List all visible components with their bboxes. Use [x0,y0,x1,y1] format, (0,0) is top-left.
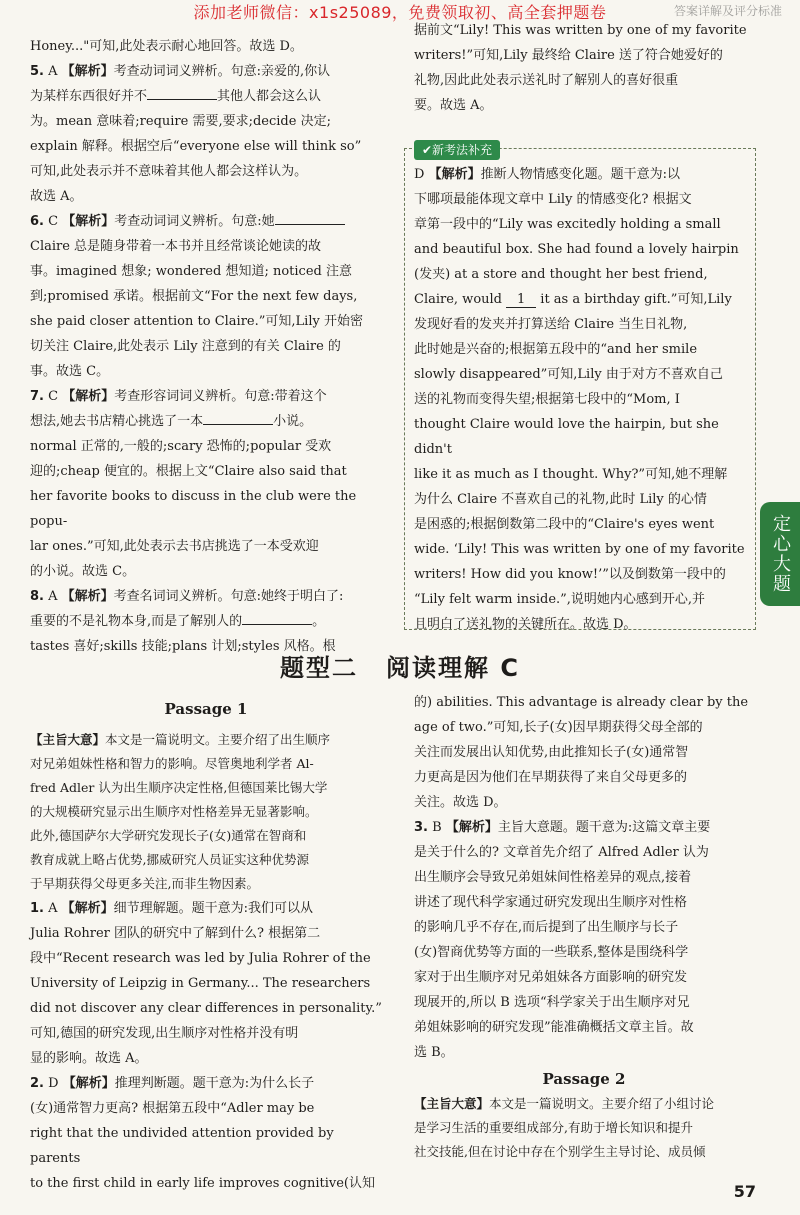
text-line: 重要的不是礼物本身,而是了解别人的 。 [30,609,382,634]
continued-text: Honey..."可知,此处表示耐心地回答。故选 D。 [30,39,303,54]
text-line: 讲述了现代科学家通过研究发现出生顺序对性格 [414,895,688,910]
fill-blank [203,410,273,425]
fill-blank [242,610,312,625]
section-heading [0,648,800,683]
summary-line: 的大规模研究显示出生顺序对性格差异无显著影响。 [30,804,318,819]
passage-1-column [30,728,382,1196]
question-number: 8. [30,589,44,604]
fill-blank [275,210,345,225]
text-line: 考查动词词义辨析。句意:亲爱的,你认 [113,64,331,79]
text-line: 关注。故选 D。 [414,795,507,810]
analysis-tag: 【解析】 [445,820,498,835]
text-line: 出生顺序会导致兄弟姐妹间性格差异的观点,接着 [414,870,692,885]
summary-tag: 【主旨大意】 [30,732,106,747]
text-line: lar ones.”可知,此处表示去书店挑选了一本受欢迎 [30,539,319,554]
text-line: 推断人物情感变化题。题干意为:以 [480,167,680,182]
question-1 [30,896,382,921]
text-line: 考查形容词词义辨析。句意:带着这个 [114,389,327,404]
answer-letter: B [432,820,442,835]
text-line: 是关于什么的? 文章首先介绍了 Alfred Adler 认为 [414,845,709,860]
text-line: did not discover any clear differences in personality.” [30,1001,382,1016]
answer-letter: A [48,901,58,916]
passage-2-summary [414,1092,754,1164]
text-line: 故选 A。 [30,189,83,204]
summary-line: 【主旨大意】本文是一篇说明文。主要介绍了小组讨论 [414,1096,715,1111]
text-line: 可知,此处表示并不意味着其他人都会这样认为。 [30,164,308,179]
summary-line: 对兄弟姐妹性格和智力的影响。尽管奥地利学者 Al- [30,756,314,771]
summary-line: 此外,德国萨尔大学研究发现长子(女)通常在智商和 [30,828,307,843]
question-2 [30,1071,382,1096]
text-line: right that the undivided attention provided by parents [30,1126,334,1166]
fill-blank-1: 1 [506,293,536,308]
question-7 [30,384,382,409]
fill-blank [147,85,217,100]
new-method-badge: ✔新考法补充 [414,140,500,160]
watermark-banner: 添加老师微信：x1s25089，免费领取初、高全套押题卷 [193,3,607,22]
text-line: 下哪项最能体现文章中 Lily 的情感变化? 根据文 [414,192,692,207]
text-line: her favorite books to discuss in the club were the popu- [30,489,357,529]
text-line: 力更高是因为他们在早期获得了来自父母更多的 [414,770,688,785]
text-line: 想法,她去书店精心挑选了一本 小说。 [30,409,382,434]
summary-line: fred Adler 认为出生顺序决定性格,但德国莱比锡大学 [30,780,328,795]
text-line: 此时她是兴奋的;根据第五段中的“and her smile [414,342,698,357]
question-number: 7. [30,389,44,404]
text-line: age of two.”可知,长子(女)因早期获得父母全部的 [414,720,703,735]
analysis-tag: 【解析】 [61,64,114,79]
text-line: 为。mean 意味着;require 需要,要求;decide 决定; [30,114,331,129]
analysis-tag: 【解析】 [62,389,115,404]
text-line: 切关注 Claire,此处表示 Lily 注意到的有关 Claire 的 [30,339,341,354]
section-title: 阅读理解 C [386,654,520,682]
text-line: 主旨大意题。题干意为:这篇文章主要 [497,820,711,835]
text-line: “Lily felt warm inside.”,说明她内心感到开心,并 [414,592,706,607]
text-line: 弟姐妹影响的研究发现”能准确概括文章主旨。故 [414,1020,694,1035]
section-label: 题型二 [280,654,359,682]
text-line: normal 正常的,一般的;scary 恐怖的;popular 受欢 [30,439,332,454]
passage-1-title: Passage 1 [164,700,248,718]
text-line: thought Claire would love the hairpin, but she didn't [414,417,719,457]
summary-line: 【主旨大意】本文是一篇说明文。主要介绍了出生顺序 [30,732,331,747]
text-line: 的小说。故选 C。 [30,564,136,579]
text-line: 发现好看的发夹并打算送给 Claire 当生日礼物, [414,317,688,332]
text-line: 细节理解题。题干意为:我们可以从 [113,901,314,916]
summary-line: 社交技能,但在讨论中存在个别学生主导讨论、成员倾 [414,1144,706,1159]
supplement-first-line [414,162,754,187]
text-line: 显的影响。故选 A。 [30,1051,148,1066]
text-line: 到;promised 承诺。根据前文“For the next few days, [30,289,358,304]
text-line: 为什么 Claire 不喜欢自己的礼物,此时 Lily 的心情 [414,492,707,507]
analysis-tag: 【解析】 [61,589,114,604]
text-line: 推理判断题。题干意为:为什么长子 [114,1076,315,1091]
question-number: 3. [414,820,428,835]
text-line: she paid closer attention to Claire.”可知,Lily 开始密 [30,314,363,329]
analysis-tag: 【解析】 [62,1076,115,1091]
text-line: 迎的;cheap 便宜的。根据上文“Claire also said that [30,464,347,479]
text-line: 是困惑的;根据倒数第二段中的“Claire's eyes went [414,517,715,532]
question-6 [30,209,382,234]
answer-letter: D [48,1076,59,1091]
text-line: wide. ‘Lily! This was written by one of my favorite [414,542,745,557]
text-line: 的影响几乎不存在,而后提到了出生顺序与长子 [414,920,679,935]
text-line: Julia Rohrer 团队的研究中了解到什么? 根据第二 [30,926,321,941]
text-line: Claire, would 1 it as a birthday gift.”可知,Lily [414,292,732,307]
text-line: tastes 喜好;skills 技能;plans 计划;styles 风格。根 [30,639,336,654]
text-line: 要。故选 A。 [414,98,493,113]
analysis-tag: 【解析】 [62,214,115,229]
question-number: 2. [30,1076,44,1091]
section-side-tab: 定心大题 [760,502,800,606]
text-line: 事。故选 C。 [30,364,110,379]
text-line: 考查名词词义辨析。句意:她终于明白了: [113,589,344,604]
text-line: like it as much as I thought. Why?”可知,她不理解 [414,467,728,482]
text-line: (女)通常智力更高? 根据第五段中“Adler may be [30,1101,315,1116]
text-line: University of Leipzig in Germany... The researchers [30,976,371,991]
text-line: 且明白了送礼物的关键所在。故选 D。 [414,617,637,632]
text-line: (女)智商优势等方面的一些联系,整体是围绕科学 [414,945,689,960]
summary-line: 教育成就上略占优势,挪威研究人员证实这种优势源 [30,852,309,867]
question-8 [30,584,382,609]
page-number: 57 [733,1182,756,1201]
text-line: writers! How did you know!’”以及倒数第一段中的 [414,567,726,582]
text-line: 家对于出生顺序对兄弟姐妹各方面影响的研究发 [414,970,688,985]
analysis-tag: 【解析】 [428,167,481,182]
text-line: 的) abilities. This advantage is already clear by the [414,695,749,710]
text-line: and beautiful box. She had found a lovely hairpin [414,242,739,257]
question-number: 5. [30,64,44,79]
summary-line: 是学习生活的重要组成部分,有助于增长知识和提升 [414,1120,693,1135]
text-line: 关注而发展出认知优势,由此推知长子(女)通常智 [414,745,689,760]
text-line: 章第一段中的“Lily was excitedly holding a small [414,217,721,232]
summary-tag: 【主旨大意】 [414,1096,490,1111]
text-line: to the first child in early life improves cognitive(认知 [30,1176,375,1191]
text-line: 可知,德国的研究发现,出生顺序对性格并没有明 [30,1026,299,1041]
text-line: 段中“Recent research was led by Julia Rohrer of the [30,951,371,966]
answer-letter: A [48,64,58,79]
text-line: 现展开的,所以 B 选项“科学家关于出生顺序对兄 [414,995,690,1010]
question-number: 1. [30,901,44,916]
text-line: 礼物,因此此处表示送礼时了解别人的喜好很重 [414,73,679,88]
answer-column-bottom-right [414,690,754,1164]
text-line: 事。imagined 想象; wondered 想知道; noticed 注意 [30,264,352,279]
answer-letter: C [48,214,59,229]
answer-letter: D [414,167,425,182]
passage-1-summary [30,728,382,896]
running-header: 答案详解及评分标准 [673,4,782,18]
text-line: 为某样东西很好并不 其他人都会这么认 [30,84,382,109]
passage-2-title: Passage 2 [542,1070,626,1088]
answer-column-top-left [30,34,382,659]
text-line: (发夹) at a store and thought her best friend, [414,267,708,282]
supplement-text [414,162,754,637]
question-3 [414,815,754,840]
analysis-tag: 【解析】 [61,901,114,916]
answer-letter: C [48,389,59,404]
summary-line: 于早期获得父母更多关注,而非生物因素。 [30,876,259,891]
answer-column-top-right [414,18,754,118]
text-line: 送的礼物而变得失望;根据第七段中的“Mom, I [414,392,680,407]
text-line: slowly disappeared”可知,Lily 由于对方不喜欢自己 [414,367,723,382]
text-line: 考查动词词义辨析。句意:她 [114,214,275,229]
text-line: writers!”可知,Lily 最终给 Claire 送了符合她爱好的 [414,48,723,63]
text-line: Claire 总是随身带着一本书并且经常谈论她读的故 [30,239,322,254]
question-5 [30,59,382,84]
text-line: 选 B。 [414,1045,454,1060]
text-line: 据前文“Lily! This was written by one of my favorite [414,23,747,38]
answer-letter: A [48,589,58,604]
question-number: 6. [30,214,44,229]
text-line: explain 解释。根据空后“everyone else will think so” [30,139,362,154]
